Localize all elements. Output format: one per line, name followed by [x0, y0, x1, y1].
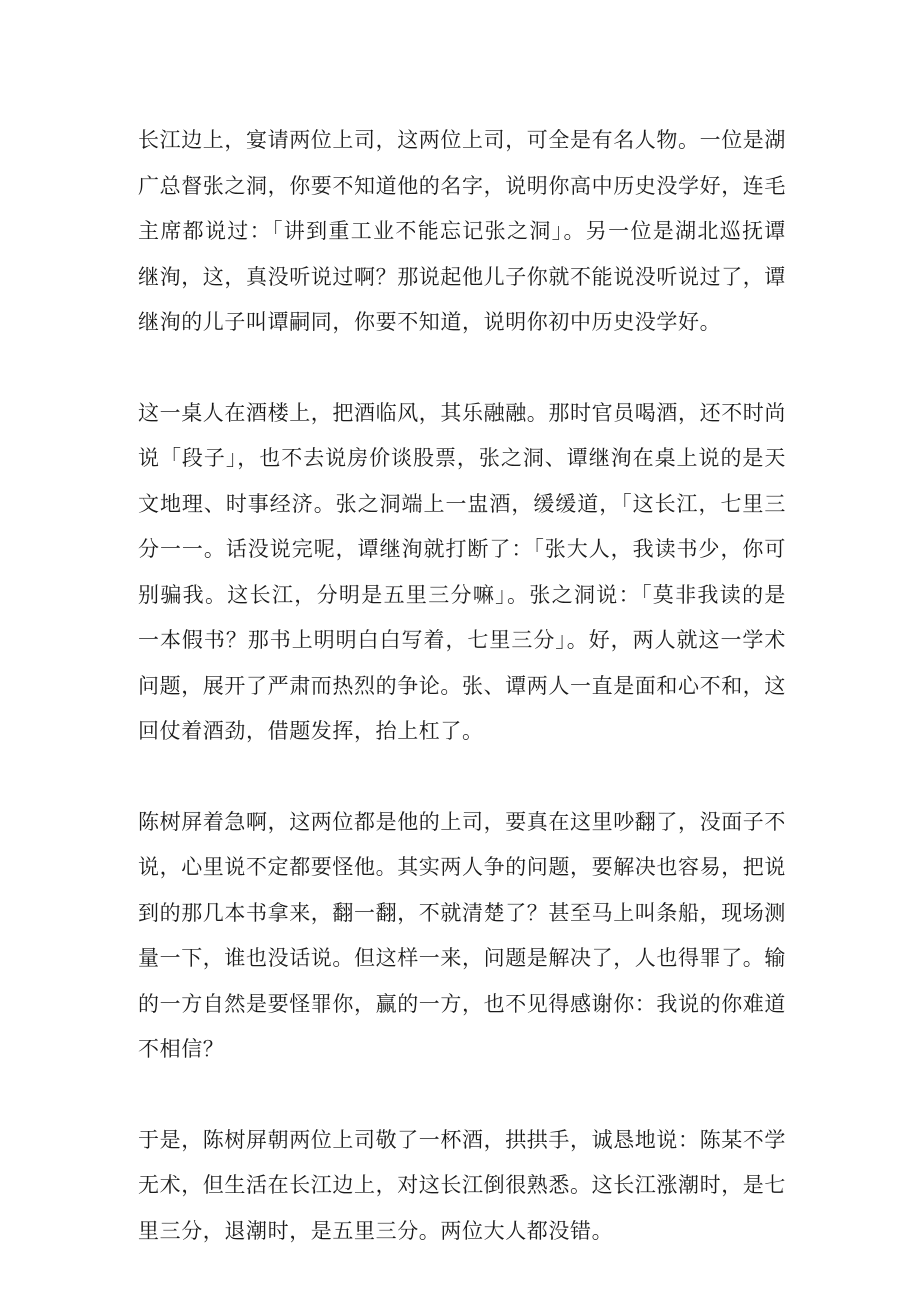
document-page — [138, 118, 786, 1254]
paragraph-1: 长江边上，宴请两位上司，这两位上司，可全是有名人物。一位是湖广总督张之洞，你要不知道他的名字，说明你高中历史没学好，连毛主席都说过：「讲到重工业不能忘记张之洞」。另一位是湖北巡抚谭继洵，这，真没听说过啊？那说起他儿子你就不能说没听说过了，谭继洵的儿子叫谭嗣同，你要不知道，说明你初中历史没学好。 — [138, 128, 786, 334]
paragraph-3: 陈树屏着急啊，这两位都是他的上司，要真在这里吵翻了，没面子不说，心里说不定都要怪他。其实两人争的问题，要解决也容易，把说到的那几本书拿来，翻一翻，不就清楚了？甚至马上叫条船，现场测量一下，谁也没话说。但这样一来，问题是解决了，人也得罪了。输的一方自然是要怪罪你，赢的一方，也不见得感谢你：我说的你难道不相信？ — [138, 809, 786, 1061]
paragraph-2: 这一桌人在酒楼上，把酒临风，其乐融融。那时官员喝酒，还不时尚说「段子」，也不去说房价谈股票，张之洞、谭继洵在桌上说的是天文地理、时事经济。张之洞端上一盅酒，缓缓道，「这长江，七里三分一一。话没说完呢，谭继洵就打断了：「张大人，我读书少，你可别骗我。这长江，分明是五里三分嘛」。张之洞说：「莫非我读的是一本假书？那书上明明白白写着，七里三分」。好，两人就这一学术问题，展开了严肃而热烈的争论。张、谭两人一直是面和心不和，这回仗着酒劲，借题发挥，抬上杠了。 — [138, 400, 786, 743]
paragraph-4: 于是，陈树屏朝两位上司敬了一杯酒，拱拱手，诚恳地说：陈某不学无术，但生活在长江边上，对这长江倒很熟悉。这长江涨潮时，是七里三分，退潮时，是五里三分。两位大人都没错。 — [138, 1127, 786, 1243]
